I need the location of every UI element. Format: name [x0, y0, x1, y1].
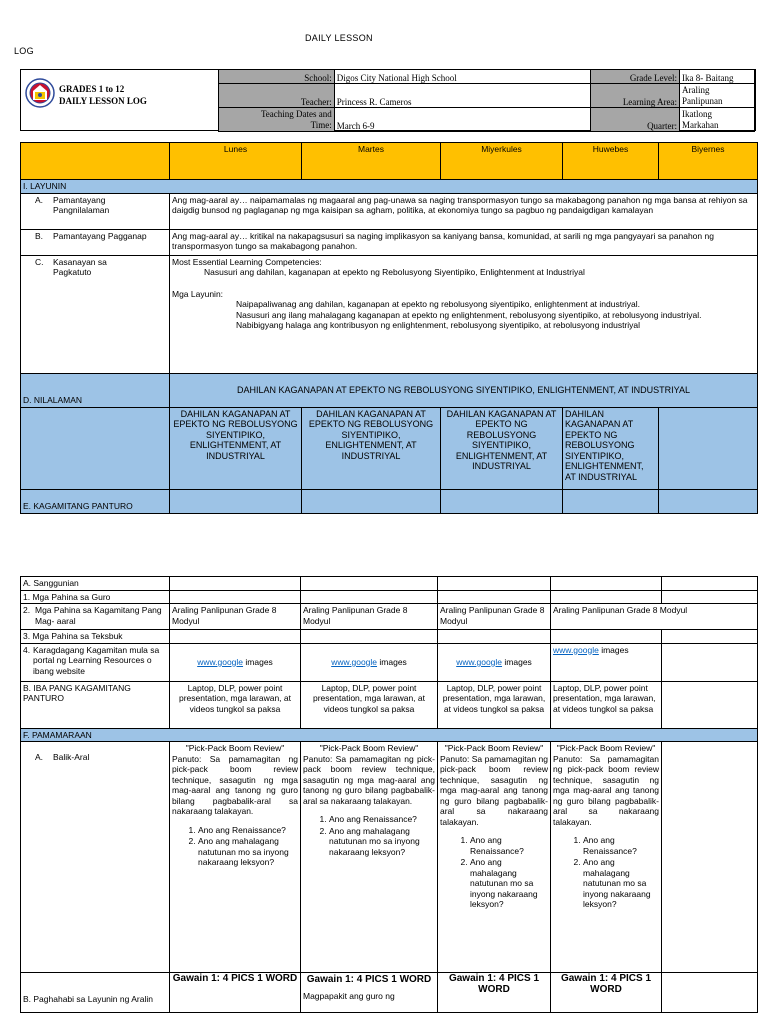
- google-images-link[interactable]: www.google: [456, 656, 503, 667]
- learning-area-label: Learning Area:: [591, 84, 680, 108]
- row-label-sanggunian: A. Sanggunian: [21, 577, 170, 591]
- day-header: Huwebes: [563, 143, 659, 180]
- day-header: Martes: [302, 143, 441, 180]
- deped-seal-icon: [25, 78, 55, 108]
- nilalaman-cell: DAHILAN KAGANAPAN AT EPEKTO NG REBOLUSYONG SIYENTIPIKO, ENLIGHTENMENT, AT INDUSTRIYAL: [441, 407, 563, 489]
- row-label-iba-pang-kagamitang: B. IBA PANG KAGAMITANG PANTURO: [21, 681, 170, 728]
- kagamitang-value: Araling Panlipunan Grade 8 Modyul: [551, 604, 758, 630]
- blank-cell: [301, 577, 438, 591]
- blank-cell: [551, 630, 662, 644]
- school-label: School:: [219, 70, 335, 84]
- balik-aral-cell: "Pick-Pack Boom Review" Panuto: Sa pamamagitan ng pick-pack boom review technique, sasagutin ng mga mag-aaral ang tanong ng guro bilang pagbabalik-aral sa nakaraang talakayan. 1. Ano ang Renaissance? 2. Ano ang mahalagang natutunan mo sa inyong nakaraang leksyon?: [170, 742, 301, 973]
- kagamitang-panturo-value: Laptop, DLP, power point presentation, mga larawan, at videos tungkol sa paksa: [438, 681, 551, 728]
- document-title-log: LOG: [14, 46, 34, 56]
- blank-cell: [551, 577, 662, 591]
- blank-cell: [662, 681, 758, 728]
- blank-cell: [662, 742, 758, 973]
- blank-cell: [563, 489, 659, 513]
- row-label-kasanayan: C. Kasanayan sa Pagkatuto: [21, 255, 170, 373]
- blank-cell: [662, 577, 758, 591]
- procedures-table: [20, 576, 758, 1013]
- section-pamamaraan: F. PAMAMARAAN: [21, 728, 758, 742]
- kasanayan-text: Most Essential Learning Competencies: Nasusuri ang dahilan, kaganapan at epekto ng Rebolusyong Siyentipiko, Enlightenment at Industriyal Mga Layunin: Naipapaliwanag ang dahilan, kaganapan at epekto ng rebolusyong siyentipiko, enlightenment at industriyal. Nasusuri ang ilang mahalagang kaganapan at epekto ng enlightenment, rebolusyong siyentipiko, at rebolusyong industriyal. Nabibigyang halaga ang kontribusyon ng enlightenment, rebolusyong siyentipiko, at rebolusyong industriyal: [170, 255, 758, 373]
- kagamitang-value: Araling Panlipunan Grade 8 Modyul: [438, 604, 551, 630]
- row-label-pamantayang-pagganap: B. Pamantayang Pagganap: [21, 229, 170, 255]
- resource-link-cell: www.google images: [438, 643, 551, 681]
- grade-value: Ika 8- Baitang: [680, 70, 755, 84]
- quarter-label: Quarter:: [591, 108, 680, 132]
- balik-aral-cell: "Pick-Pack Boom Review" Panuto: Sa pamamagitan ng pick-pack boom review technique, sasagutin ng mga mag-aaral ang tanong ng guro bilang pagbabalik-aral sa nakaraang talakayan. 1. Ano ang Renaissance? 2. Ano ang mahalagang natutunan mo sa inyong nakaraang leksyon?: [301, 742, 438, 973]
- pamantayang-pangnilalaman-text: Ang mag-aaral ay… naipamamalas ng magaaral ang pag-unawa sa naging transpormasyon tungo sa makabagong panahon ng mga bansa at rehiyon sa daigdig bunsod ng paglaganap ng mga kaisipan sa agham, politika, at ekonomiya tungo sa pagbuo ng pandaigdigan kamalayan: [170, 193, 758, 229]
- blank-cell: [441, 489, 563, 513]
- quarter-value: Ikatlong Markahan: [680, 108, 755, 132]
- header-blank-cell: [21, 143, 170, 180]
- gawain-cell: Gawain 1: 4 PICS 1 WORD: [438, 973, 551, 1013]
- day-header: Biyernes: [659, 143, 758, 180]
- gawain-cell: Gawain 1: 4 PICS 1 WORD: [170, 973, 301, 1013]
- lesson-header: [20, 69, 756, 131]
- kagamitang-value: Araling Panlipunan Grade 8 Modyul: [301, 604, 438, 630]
- row-label-paghahabi: B. Paghahabi sa Layunin ng Aralin: [21, 973, 170, 1013]
- nilalaman-cell: DAHILAN KAGANAPAN AT EPEKTO NG REBOLUSYONG SIYENTIPIKO, ENLIGHTENMENT, AT INDUSTRIYAL: [563, 407, 659, 489]
- day-header: Lunes: [170, 143, 302, 180]
- blank-cell: [438, 630, 551, 644]
- nilalaman-cell: DAHILAN KAGANAPAN AT EPEKTO NG REBOLUSYONG SIYENTIPIKO, ENLIGHTENMENT, AT INDUSTRIYAL: [302, 407, 441, 489]
- school-value: Digos City National High School: [334, 70, 590, 84]
- row-label-teksbuk: 3. Mga Pahina sa Teksbuk: [21, 630, 170, 644]
- blank-cell: [662, 973, 758, 1013]
- blank-cell: [659, 489, 758, 513]
- balik-aral-cell: "Pick-Pack Boom Review" Panuto: Sa pamamagitan ng pick-pack boom review technique, sasagutin ng mga mag-aaral ang tanong ng guro bilang pagbabalik-aral sa nakaraang talakayan. 1. Ano ang Renaissance? 2. Ano ang mahalagang natutunan mo sa inyong nakaraang leksyon?: [551, 742, 662, 973]
- kagamitang-value: Araling Panlipunan Grade 8 Modyul: [170, 604, 301, 630]
- teacher-value: Princess R. Cameros: [334, 84, 590, 108]
- dates-label: Teaching Dates and Time:: [219, 108, 335, 132]
- blank-cell: [662, 630, 758, 644]
- blank-cell: [551, 590, 662, 604]
- kagamitang-panturo-value: Laptop, DLP, power point presentation, mga larawan, at videos tungkol sa paksa: [551, 681, 662, 728]
- objectives-table: [20, 142, 758, 514]
- blank-cell: [438, 590, 551, 604]
- blank-cell: [438, 577, 551, 591]
- day-header: Miyerkules: [441, 143, 563, 180]
- row-label-pamantayang-pangnilalaman: A. Pamantayang Pangnilalaman: [21, 193, 170, 229]
- dates-value: March 6-9: [334, 108, 590, 132]
- nilalaman-title: DAHILAN KAGANAPAN AT EPEKTO NG REBOLUSYONG SIYENTIPIKO, ENLIGHTENMENT, AT INDUSTRIYAL: [170, 373, 758, 407]
- google-images-link[interactable]: www.google: [331, 656, 378, 667]
- nilalaman-blank-cell: [21, 407, 170, 489]
- google-images-link[interactable]: www.google: [197, 656, 244, 667]
- blank-cell: [170, 489, 302, 513]
- section-layunin: I. LAYUNIN: [21, 180, 758, 194]
- blank-cell: [170, 590, 301, 604]
- kagamitang-panturo-value: Laptop, DLP, power point presentation, mga larawan, at videos tungkol sa paksa: [170, 681, 301, 728]
- row-label-kagamitang-panturo: E. KAGAMITANG PANTURO: [21, 489, 170, 513]
- row-label-nilalaman: D. NILALAMAN: [21, 373, 170, 407]
- pamantayang-pagganap-text: Ang mag-aaral ay… kritikal na nakapagsusuri sa naging implikasyon sa kaniyang bansa, komunidad, at sarili ng mga pangyayari sa panahon ng transpormasyon tungo sa makabagong panahon.: [170, 229, 758, 255]
- blank-cell: [662, 590, 758, 604]
- teacher-label: Teacher:: [219, 84, 335, 108]
- blank-cell: [170, 577, 301, 591]
- resource-link-cell: www.google images: [301, 643, 438, 681]
- blank-cell: [301, 590, 438, 604]
- balik-aral-cell: "Pick-Pack Boom Review" Panuto: Sa pamamagitan ng pick-pack boom review technique, sasagutin ng mga mag-aaral ang tanong ng guro bilang pagbabalik-aral sa nakaraang talakayan. 1. Ano ang Renaissance? 2. Ano ang mahalagang natutunan mo sa inyong nakaraang leksyon?: [438, 742, 551, 973]
- kagamitang-panturo-value: Laptop, DLP, power point presentation, mga larawan, at videos tungkol sa paksa: [301, 681, 438, 728]
- row-label-balik-aral: A. Balik-Aral: [21, 742, 170, 973]
- row-label-pahina-guro: 1. Mga Pahina sa Guro: [21, 590, 170, 604]
- resource-link-cell: www.google images: [551, 643, 662, 681]
- blank-cell: [301, 630, 438, 644]
- gawain-cell: Gawain 1: 4 PICS 1 WORD Magpapakit ang guro ng: [301, 973, 438, 1013]
- learning-area-value: Araling Panlipunan: [680, 84, 755, 108]
- gawain-cell: Gawain 1: 4 PICS 1 WORD: [551, 973, 662, 1013]
- grades-label: GRADES 1 to 12 DAILY LESSON LOG: [59, 84, 147, 106]
- google-images-link[interactable]: www.google: [553, 644, 599, 655]
- nilalaman-cell: DAHILAN KAGANAPAN AT EPEKTO NG REBOLUSYONG SIYENTIPIKO, ENLIGHTENMENT, AT INDUSTRIYAL: [170, 407, 302, 489]
- grade-label: Grade Level:: [591, 70, 680, 84]
- nilalaman-blank-cell: [659, 407, 758, 489]
- row-label-karagdagang: 4. Karagdagang Kagamitan mula sa portal ng Learning Resources o ibang website: [21, 643, 170, 681]
- blank-cell: [302, 489, 441, 513]
- blank-cell: [662, 643, 758, 681]
- document-title: DAILY LESSON: [305, 33, 373, 43]
- blank-cell: [170, 630, 301, 644]
- row-label-pahina-kagamitang: 2. Mga Pahina sa Kagamitang Pang Mag- aaral: [21, 604, 170, 630]
- resource-link-cell: www.google images: [170, 643, 301, 681]
